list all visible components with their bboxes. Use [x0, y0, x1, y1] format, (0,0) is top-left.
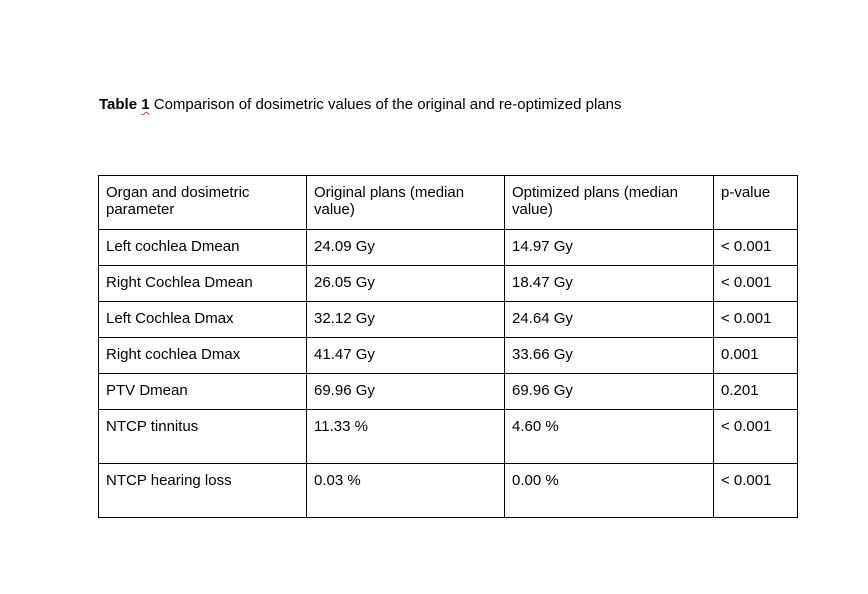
cell-original: 24.09 Gy	[307, 230, 505, 266]
cell-p-value: < 0.001	[714, 230, 798, 266]
table-row	[99, 230, 798, 266]
cell-organ: Left cochlea Dmean	[99, 230, 307, 266]
table-caption	[99, 96, 621, 113]
cell-p-value: < 0.001	[714, 464, 798, 518]
cell-organ: PTV Dmean	[99, 374, 307, 410]
cell-p-value: < 0.001	[714, 266, 798, 302]
cell-p-value: < 0.001	[714, 410, 798, 464]
table-row	[99, 266, 798, 302]
table-row	[99, 464, 798, 518]
cell-organ: Left Cochlea Dmax	[99, 302, 307, 338]
cell-p-value: < 0.001	[714, 302, 798, 338]
cell-original: 0.03 %	[307, 464, 505, 518]
cell-original: 11.33 %	[307, 410, 505, 464]
cell-optimized: 69.96 Gy	[505, 374, 714, 410]
header-optimized: Optimized plans (median value)	[505, 176, 714, 230]
cell-organ: NTCP hearing loss	[99, 464, 307, 518]
cell-optimized: 24.64 Gy	[505, 302, 714, 338]
table-header-row	[99, 176, 798, 230]
cell-optimized: 0.00 %	[505, 464, 714, 518]
cell-original: 41.47 Gy	[307, 338, 505, 374]
header-p-value: p-value	[714, 176, 798, 230]
caption-number: 1	[141, 96, 150, 113]
cell-original: 26.05 Gy	[307, 266, 505, 302]
cell-organ: NTCP tinnitus	[99, 410, 307, 464]
cell-original: 69.96 Gy	[307, 374, 505, 410]
table-row	[99, 338, 798, 374]
dosimetric-table	[98, 175, 798, 518]
caption-label: Table	[99, 96, 142, 113]
cell-p-value: 0.201	[714, 374, 798, 410]
header-organ: Organ and dosimetric parameter	[99, 176, 307, 230]
cell-optimized: 18.47 Gy	[505, 266, 714, 302]
header-original: Original plans (median value)	[307, 176, 505, 230]
cell-original: 32.12 Gy	[307, 302, 505, 338]
cell-optimized: 33.66 Gy	[505, 338, 714, 374]
table-row	[99, 410, 798, 464]
cell-p-value: 0.001	[714, 338, 798, 374]
cell-organ: Right cochlea Dmax	[99, 338, 307, 374]
cell-optimized: 14.97 Gy	[505, 230, 714, 266]
caption-text: Comparison of dosimetric values of the original and re-optimized plans	[149, 96, 622, 113]
cell-organ: Right Cochlea Dmean	[99, 266, 307, 302]
cell-optimized: 4.60 %	[505, 410, 714, 464]
table-row	[99, 374, 798, 410]
table-row	[99, 302, 798, 338]
